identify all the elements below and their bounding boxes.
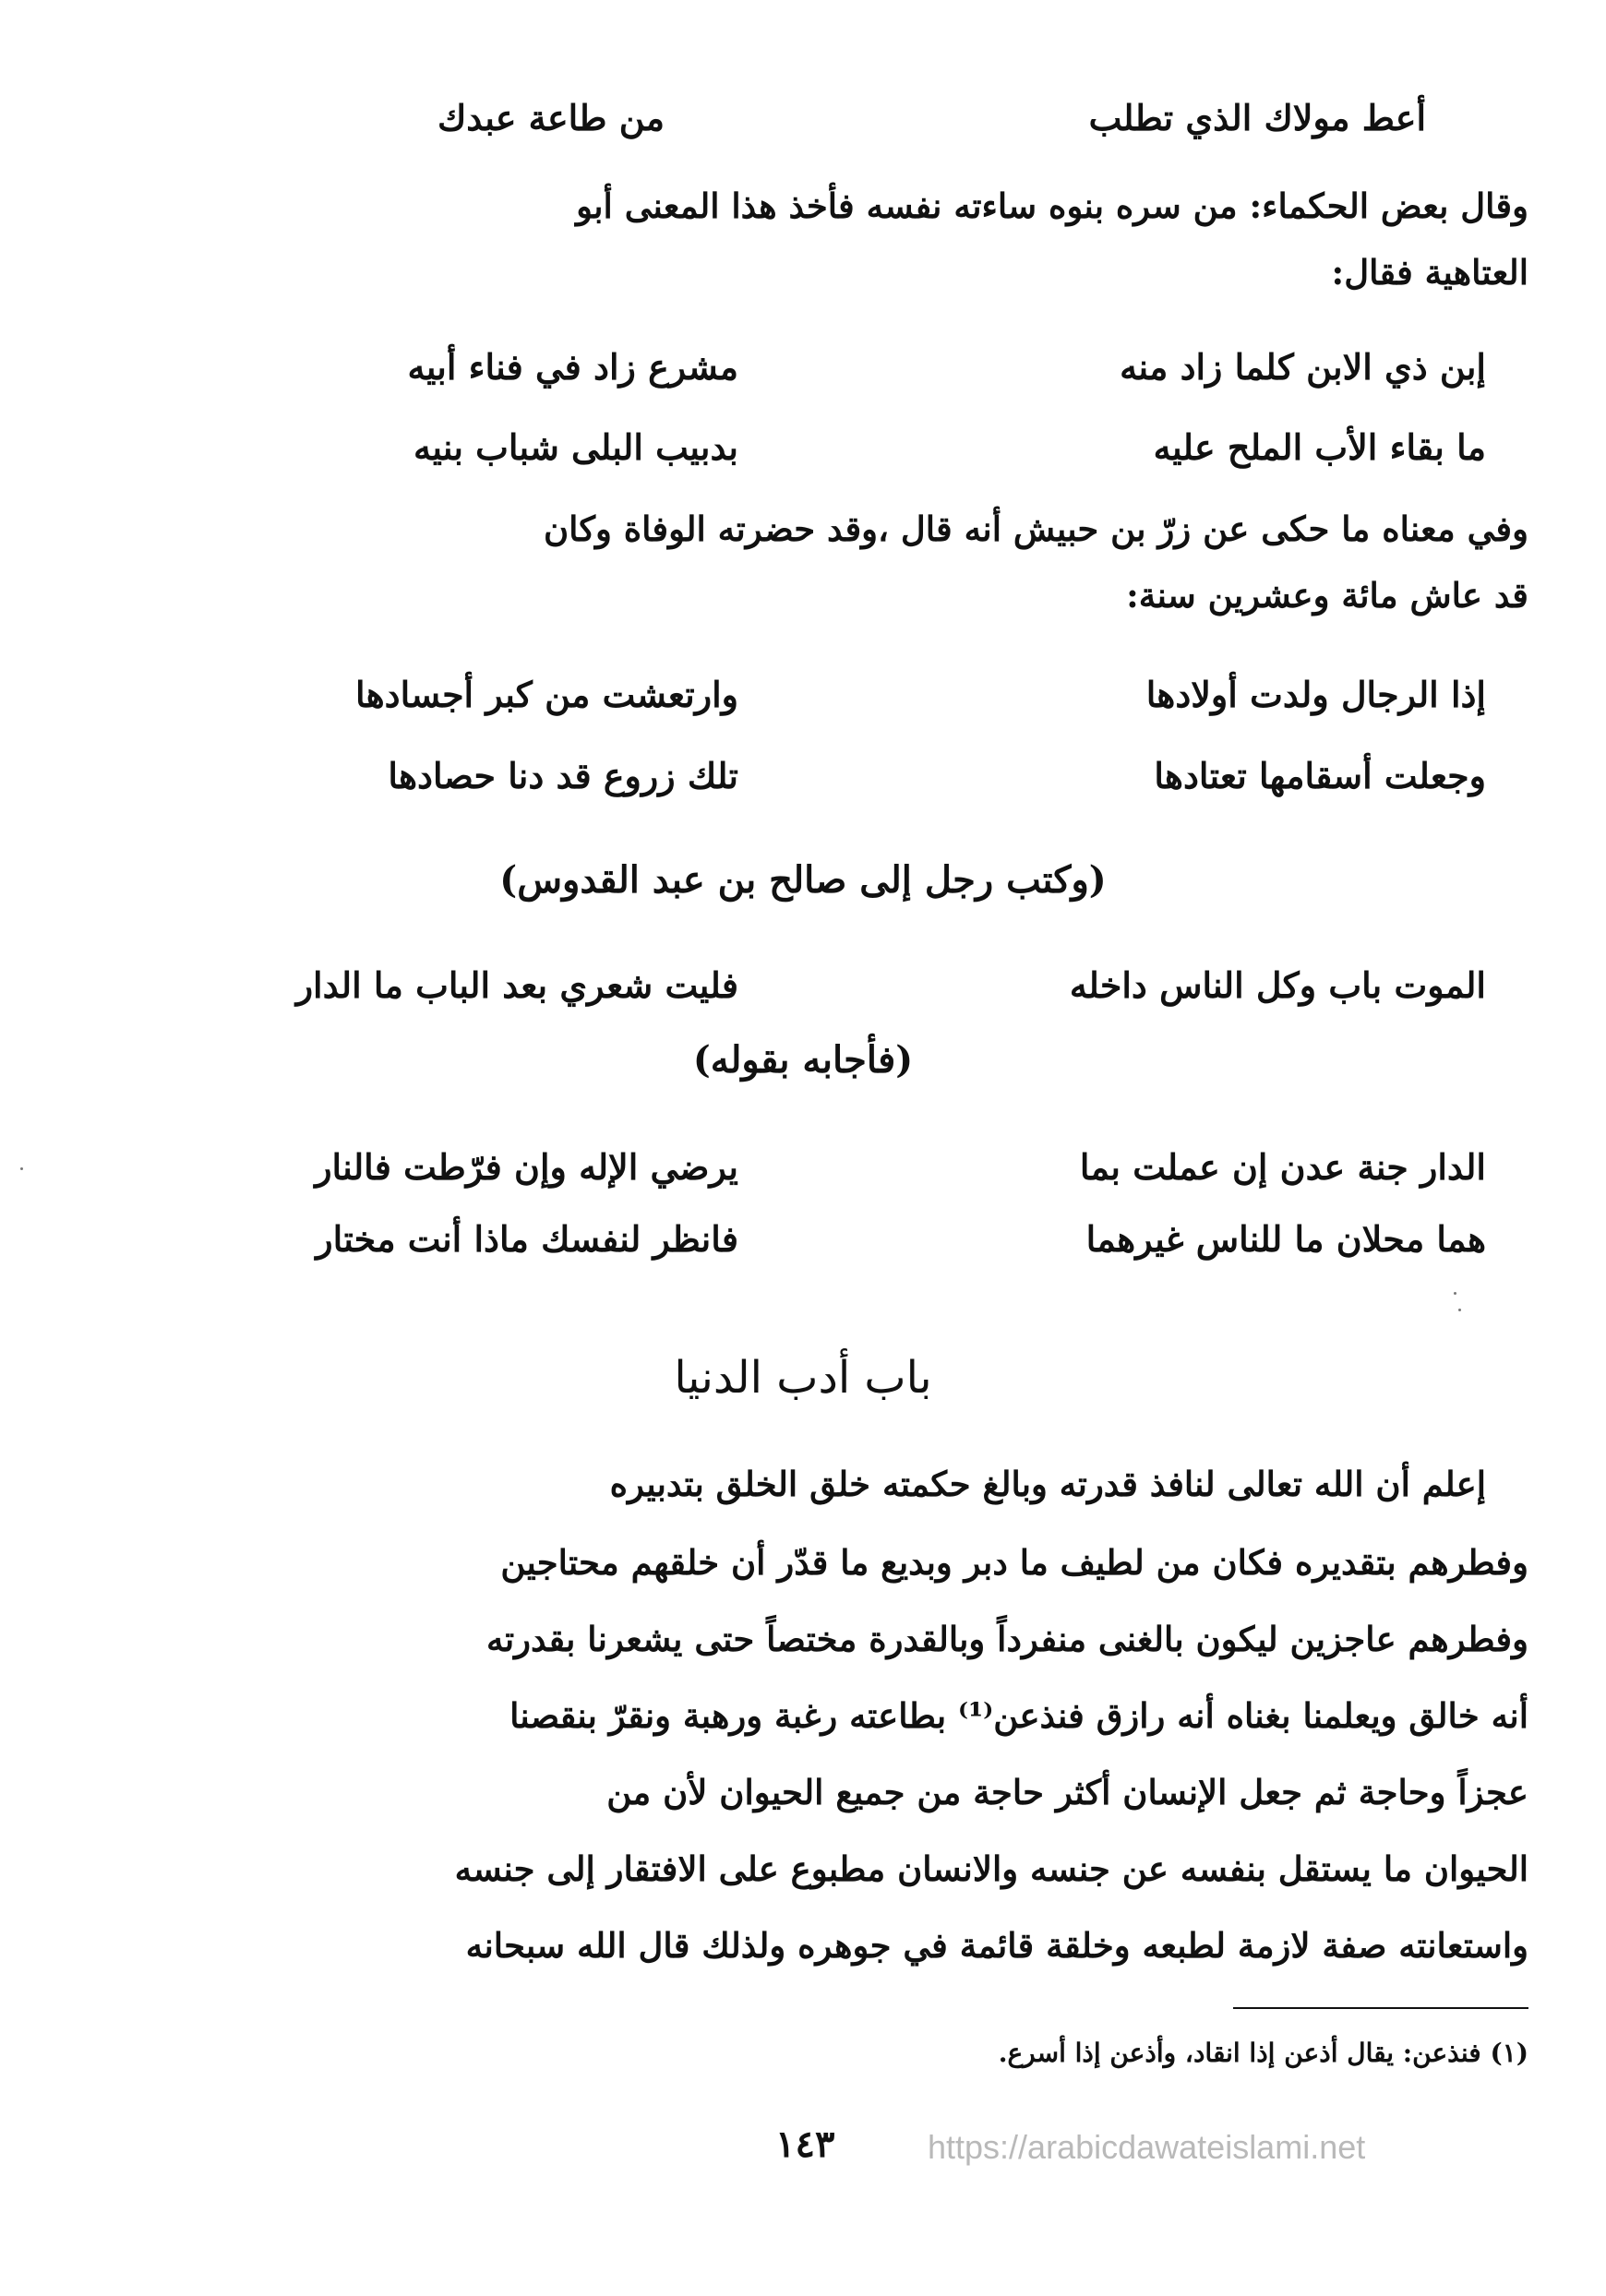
body-line: أنه خالق ويعلمنا بغناه أنه رازق فنذعن⁽¹⁾ بطاعته رغبة ورهبة ونقرّ بنقصنا	[509, 1695, 1528, 1736]
paragraph-line: قد عاش مائة وعشرين سنة:	[1126, 575, 1528, 616]
verse	[0, 1218, 1606, 1274]
paragraph-line: وقال بعض الحكماء: من سره بنوه ساءته نفسه فأخذ هذا المعنى أبو	[576, 185, 1528, 226]
verse-hemistich-right: الدار جنة عدن إن عملت بما	[1079, 1146, 1486, 1188]
verse-hemistich-right: الموت باب وكل الناس داخله	[1069, 964, 1486, 1006]
verse-hemistich-right: أعط مولاك الذي تطلب	[1088, 97, 1426, 138]
scan-speck	[20, 1167, 23, 1170]
verse	[0, 1146, 1606, 1202]
verse-hemistich-right: إبن ذي الابن كلما زاد منه	[1120, 346, 1486, 388]
body-line: عجزاً وحاجة ثم جعل الإنسان أكثر حاجة من جميع الحيوان لأن من	[606, 1772, 1528, 1812]
scan-speck	[1458, 1309, 1461, 1311]
verse-hemistich-left: من طاعة عبدك	[437, 97, 665, 138]
paragraph-line: العتاهية فقال:	[1331, 252, 1528, 293]
scan-speck	[1454, 1292, 1456, 1295]
verse-hemistich-left: بدبيب البلى شباب بنيه	[413, 426, 738, 468]
section-heading: (وكتب رجل إلى صالح بن عبد القدوس)	[499, 858, 1107, 902]
verse-hemistich-left: وارتعشت من كبر أجسادها	[355, 674, 738, 715]
body-line: إعلم أن الله تعالى لنافذ قدرته وبالغ حكمته خلق الخلق بتدبيره	[609, 1464, 1486, 1504]
verse-hemistich-left: مشرع زاد في فناء أبيه	[407, 346, 738, 388]
verse-hemistich-left: فانظر لنفسك ماذا أنت مختار	[316, 1218, 738, 1260]
verse-hemistich-right: هما محلان ما للناس غيرهما	[1085, 1218, 1486, 1260]
verse-hemistich-left: تلك زروع قد دنا حصادها	[388, 755, 738, 796]
verse-top	[0, 97, 1606, 152]
verse	[0, 346, 1606, 401]
verse	[0, 964, 1606, 1020]
body-line: وفطرهم عاجزين ليكون بالغنى منفرداً وبالقدرة مختصاً حتى يشعرنا بقدرته	[485, 1619, 1528, 1659]
verse-hemistich-right: إذا الرجال ولدت أولادها	[1145, 674, 1486, 715]
verse	[0, 426, 1606, 482]
footnote: (١) فنذعن: يقال أذعن إذا انقاد، وأذعن إذا أسرع.	[998, 2038, 1528, 2068]
footnote-divider	[1233, 2007, 1528, 2009]
body-line: الحيوان ما يستقل بنفسه عن جنسه والانسان مطبوع على الافتقار إلى جنسه	[454, 1848, 1528, 1889]
section-heading: (فأجابه بقوله)	[692, 1038, 914, 1082]
watermark-url: https://arabicdawateislami.net	[928, 2128, 1366, 2166]
body-line: وفطرهم بتقديره فكان من لطيف ما دبر وبديع ما قدّر أن خلقهم محتاجين	[500, 1542, 1528, 1583]
verse-hemistich-left: فليت شعري بعد الباب ما الدار	[295, 964, 738, 1006]
verse	[0, 674, 1606, 729]
paragraph-line: وفي معناه ما حكى عن زرّ بن حبيش أنه قال ،وقد حضرته الوفاة وكان	[543, 508, 1528, 549]
page-number: ١٤٣	[775, 2123, 835, 2166]
verse-hemistich-left: يرضي الإله وإن فرّطت فالنار	[315, 1146, 738, 1188]
verse-hemistich-right: ما بقاء الأب الملح عليه	[1153, 426, 1486, 468]
chapter-title: باب أدب الدنيا	[674, 1352, 932, 1404]
verse-hemistich-right: وجعلت أسقامها تعتادها	[1154, 755, 1486, 796]
verse	[0, 755, 1606, 810]
body-line: واستعانته صفة لازمة لطبعه وخلقة قائمة في جوهره ولذلك قال الله سبحانه	[465, 1925, 1528, 1966]
